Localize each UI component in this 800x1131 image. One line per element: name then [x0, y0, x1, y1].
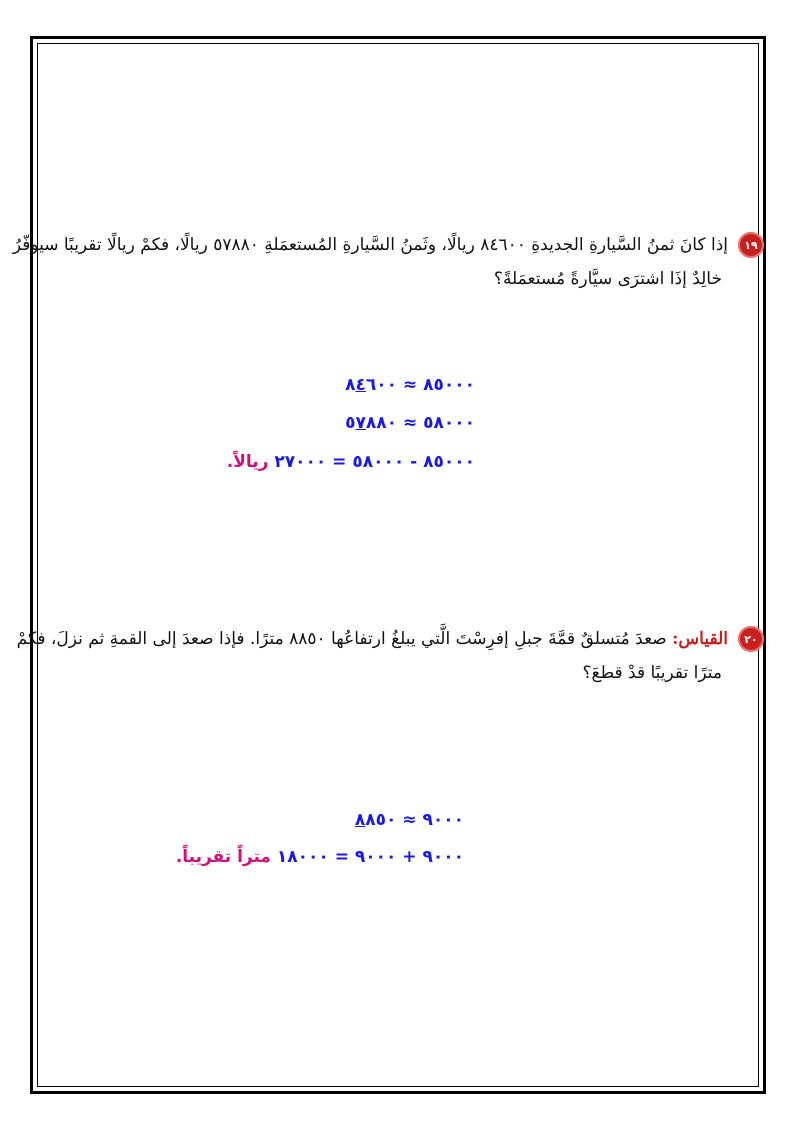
approx-sign: ≈: [397, 375, 424, 395]
solution-19-step2: ٥٨٠٠٠ ≈ ٥٧٨٨٠: [345, 413, 475, 433]
problem-number-badge: ١٩: [738, 232, 764, 258]
underlined-digit: ٧: [355, 413, 366, 433]
solution-19-step1: ٨٥٠٠٠ ≈ ٨٤٦٠٠: [345, 375, 475, 395]
problem-keyword: القياس:: [672, 629, 728, 649]
problem-20: [16, 622, 764, 690]
rounded-value: ٥٨٠٠٠: [423, 413, 475, 433]
problem-19-text-line2: خالِدٌ إذَا اشترَى سيَّارةً مُستعمَلةً؟: [493, 269, 722, 289]
approx-sign: ≈: [396, 810, 423, 830]
answer-text: ريالاً.: [226, 452, 269, 472]
approx-sign: ≈: [397, 413, 424, 433]
problem-number-badge: ٢٠: [738, 626, 764, 652]
underlined-digit: ٤: [355, 375, 366, 395]
problem-20-text-line2: مترًا تقريبًا قدْ قطعَ؟: [582, 663, 722, 683]
underlined-digit: ٨: [354, 810, 366, 830]
solution-19-step3: [227, 450, 475, 474]
subtraction-expression: ٨٥٠٠٠ - ٥٨٠٠٠ = ٢٧٠٠٠: [268, 452, 475, 472]
rounded-value: ٩٠٠٠: [422, 810, 464, 830]
rounded-value: ٨٥٠٠٠: [423, 375, 475, 395]
solution-20-step1: ٩٠٠٠ ≈ ٨٨٥٠: [354, 810, 464, 830]
answer-text: متراً تقريباً.: [175, 847, 271, 867]
addition-expression: ٩٠٠٠ + ٩٠٠٠ = ١٨٠٠٠: [270, 847, 464, 867]
solution-20-step2: [176, 845, 464, 869]
problem-19-text-line1: إذا كانَ ثمنُ السَّيارةِ الجديدةِ ٨٤٦٠٠ ريالًا، وثَمنُ السَّيارةِ المُستعمَلةِ ٥٧٨٨٠ ريالًا، فكمْ ريالًا تقريبًا سيوفّرُ: [12, 235, 728, 255]
page-border-inner: [37, 43, 759, 1087]
problem-19: [12, 228, 764, 296]
problem-20-text-line1: صعدَ مُتسلقٌ قمَّةَ جبلِ إفرِسْتَ الَّتي يبلغُ ارتفاعُها ٨٨٥٠ مترًا. فإذا صعدَ إلى القمةِ ثم نزلَ، فكمْ: [16, 629, 673, 649]
